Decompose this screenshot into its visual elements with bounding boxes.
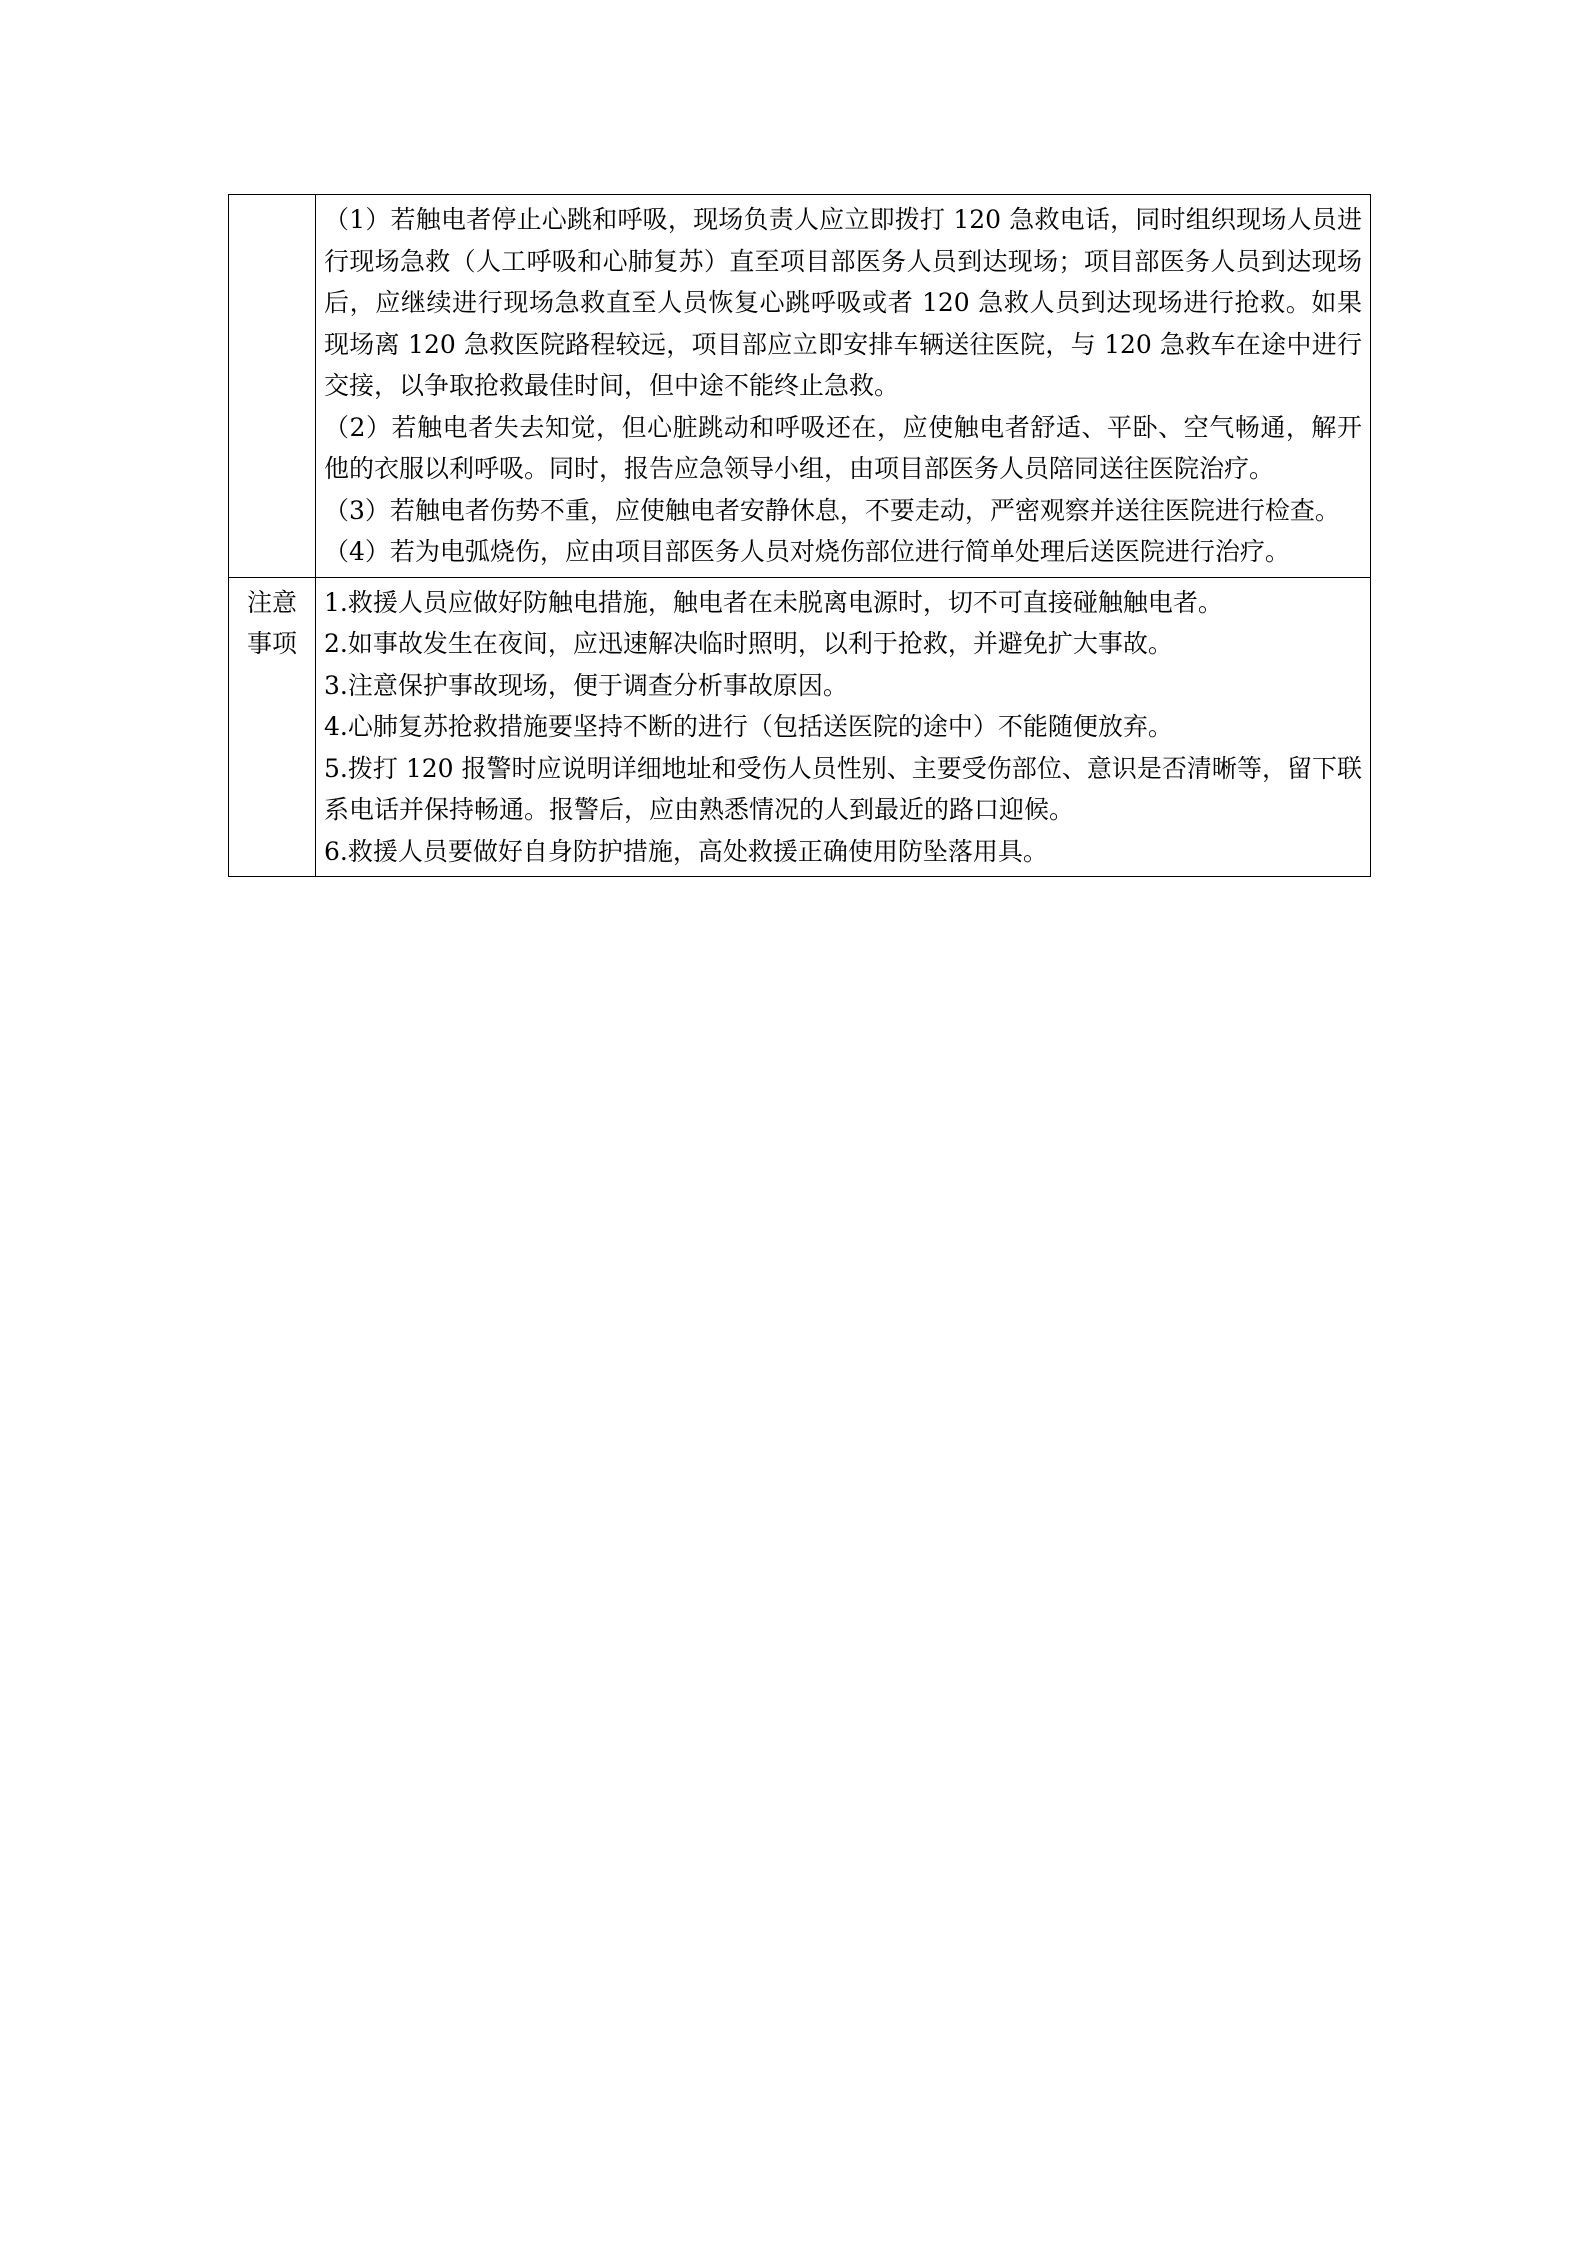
emergency-procedure-table	[228, 194, 1371, 877]
rescue-steps-cell	[316, 195, 1371, 578]
rescue-step-paragraph-2: （2）若触电者失去知觉，但心脏跳动和呼吸还在，应使触电者舒适、平卧、空气畅通，解开他的衣服以利呼吸。同时，报告应急领导小组，由项目部医务人员陪同送往医院治疗。	[324, 412, 1362, 483]
precautions-label-line-1: 注意	[246, 587, 297, 617]
rescue-step-paragraph-4: （4）若为电弧烧伤，应由项目部医务人员对烧伤部位进行简单处理后送医院进行治疗。	[324, 537, 1290, 566]
precautions-cell	[316, 577, 1371, 877]
precautions-label-cell	[229, 577, 316, 877]
precaution-item-3: 3.注意保护事故现场，便于调查分析事故原因。	[324, 670, 848, 700]
precaution-item-1: 1.救援人员应做好防触电措施，触电者在未脱离电源时，切不可直接碰触触电者。	[324, 587, 1223, 617]
rescue-step-paragraph-1: （1）若触电者停止心跳和呼吸，现场负责人应立即拨打 120 急救电话，同时组织现场人员进行现场急救（人工呼吸和心肺复苏）直至项目部医务人员到达现场；项目部医务人员到达现场后，应继续进行现场急救直至人员恢复心跳呼吸或者 120 急救人员到达现场进行抢救。如果现场离 120 急救医院路程较远，项目部应立即安排车辆送往医院，与 120 急救车在途中进行交接，以争取抢救最佳时间，但中途不能终止急救。	[324, 205, 1362, 400]
rescue-step-paragraph-3: （3）若触电者伤势不重，应使触电者安静休息，不要走动，严密观察并送往医院进行检查。	[324, 495, 1340, 525]
precautions-label-line-2: 事项	[246, 629, 297, 658]
precaution-item-4: 4.心肺复苏抢救措施要坚持不断的进行（包括送医院的途中）不能随便放弃。	[324, 712, 1173, 741]
precaution-item-2: 2.如事故发生在夜间，应迅速解决临时照明，以利于抢救，并避免扩大事故。	[324, 629, 1173, 658]
row-label-cell-empty	[229, 195, 316, 578]
precaution-item-5: 5.拨打 120 报警时应说明详细地址和受伤人员性别、主要受伤部位、意识是否清晰等，留下联系电话并保持畅通。报警后，应由熟悉情况的人到最近的路口迎候。	[324, 753, 1362, 824]
table-row-rescue-steps	[229, 195, 1371, 578]
precaution-item-6: 6.救援人员要做好自身防护措施，高处救援正确使用防坠落用具。	[324, 836, 1048, 866]
table-row-precautions	[229, 577, 1371, 877]
